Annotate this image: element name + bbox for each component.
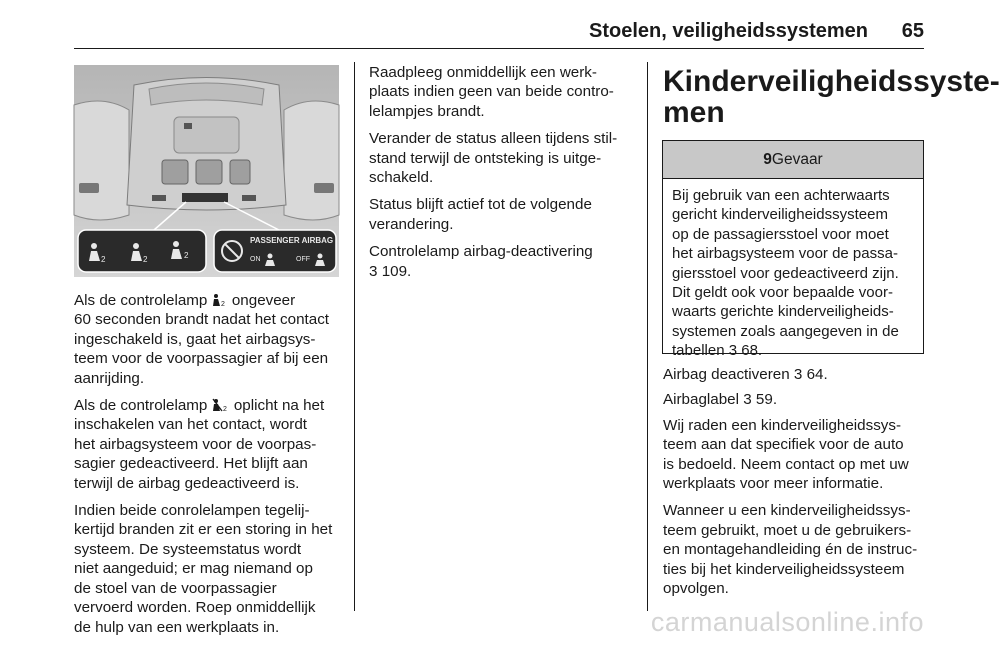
- column-divider-right: [647, 62, 648, 611]
- heading-line: Kinderveiligheidssyste-: [663, 65, 1000, 98]
- overhead-console-illustration: [74, 65, 339, 277]
- text-line: Als de controlelamp: [74, 397, 208, 415]
- paragraph-indicator-reference: [369, 242, 641, 281]
- text-line: Als de controlelamp: [74, 292, 208, 309]
- paragraph-consult-workshop: [369, 63, 641, 121]
- airbag-seat-icon: [212, 293, 228, 308]
- paragraph-fault: [74, 501, 346, 637]
- reference-airbag-deactivate: [663, 365, 928, 384]
- text-line: kertijd branden zit er een storing in het: [74, 521, 333, 539]
- text-line: de stoel van de voorpassagier: [74, 579, 277, 597]
- svg-text:2: 2: [184, 251, 189, 260]
- watermark: carmanualsonline.info: [650, 607, 924, 637]
- warning-body: [663, 179, 923, 361]
- text-line: Wanneer u een kinderveiligheidssys-: [663, 502, 911, 520]
- warning-header: [663, 141, 923, 179]
- text-line: Raadpleeg onmiddellijk een werk-: [369, 64, 597, 81]
- text-line: 60 seconden brandt nadat het contact: [74, 311, 330, 329]
- text-line: gericht kinderveiligheidssysteem: [672, 206, 888, 224]
- paragraph-change-status: [369, 129, 641, 187]
- text-line: op de passagiersstoel voor moet: [672, 225, 889, 243]
- page-number: 65: [901, 20, 924, 42]
- section-heading: [663, 66, 1000, 128]
- text-line: Controlelamp airbag-deactivering: [369, 243, 593, 261]
- text-line: Verander de status alleen tijdens stil-: [369, 130, 618, 148]
- text-line: opvolgen.: [663, 580, 729, 598]
- heading-line: men: [663, 96, 725, 129]
- header-rule: [74, 48, 924, 49]
- text-line: de hulp van een werkplaats in.: [74, 618, 280, 636]
- overhead-console-figure: [74, 65, 339, 277]
- text-line: teem aan dat specifiek voor de auto: [663, 436, 904, 454]
- middle-column-text: [369, 63, 641, 289]
- text-line: Dit geldt ook voor bepaalde voor-: [672, 284, 893, 302]
- text-line: tabellen: [672, 342, 725, 360]
- text-line: het airbagsysteem voor de voorpas-: [74, 435, 317, 453]
- column-divider-left: [354, 62, 355, 611]
- running-header-title: Stoelen, veiligheidssystemen: [589, 20, 868, 42]
- text-line: plaats indien geen van beide contro-: [369, 83, 614, 101]
- text-line: ongeveer: [231, 292, 296, 309]
- text-line: inschakelen van het contact, wordt: [74, 416, 308, 434]
- text-line: Bij gebruik van een achterwaarts: [672, 187, 890, 204]
- paragraph-airbag-on: [74, 291, 346, 388]
- text-line: vervoerd worden. Roep onmiddellijk: [74, 599, 316, 617]
- airbag-off-label: OFF: [296, 256, 310, 263]
- text-line: waarts gerichte kinderveiligheids-: [672, 303, 894, 321]
- svg-text:2: 2: [143, 255, 148, 264]
- text-line: systeem. De systeemstatus wordt: [74, 540, 302, 558]
- text-line: oplicht na het: [233, 397, 325, 415]
- danger-warning-box: [662, 140, 924, 360]
- page-ref-link-59[interactable]: 59.: [755, 391, 778, 409]
- svg-text:2: 2: [222, 406, 227, 414]
- text-line: ties bij het kinderveiligheidssysteem: [663, 560, 905, 578]
- page-ref-arrow-icon: 3: [793, 366, 803, 383]
- text-line: teem gebruikt, moet u de gebruikers-: [663, 521, 912, 539]
- svg-text:2: 2: [101, 255, 106, 264]
- page-ref-arrow-icon: 3: [743, 391, 752, 409]
- text-line: ingeschakeld is, gaat het airbagsys-: [74, 330, 316, 348]
- svg-text:2: 2: [220, 301, 225, 308]
- paragraph-airbag-off: [74, 396, 346, 493]
- text-line: Status blijft actief tot de volgende: [369, 196, 592, 214]
- reference-airbag-label: [663, 390, 928, 409]
- text-line: stand terwijl de ontsteking is uitge-: [369, 149, 602, 167]
- text-line: niet aangeduid; er mag niemand op: [74, 560, 313, 578]
- text-line: giersstoel voor gedeactiveerd zijn.: [672, 264, 899, 282]
- text-line: het airbagsysteem voor de passa-: [672, 245, 898, 263]
- page-ref-arrow-icon: 3: [369, 262, 378, 280]
- warning-title: Gevaar: [771, 150, 823, 168]
- text-line: Airbaglabel: [663, 391, 739, 409]
- page-ref-link-109[interactable]: 109.: [381, 262, 412, 280]
- text-line: schakeld.: [369, 169, 434, 187]
- text-line: sagier gedeactiveerd. Het blijft aan: [74, 455, 308, 473]
- paragraph-status-remains: [369, 195, 641, 234]
- page-ref-link-68[interactable]: 68.: [741, 342, 763, 360]
- text-line: Airbag deactiveren: [663, 366, 790, 383]
- text-line: lelampjes brandt.: [369, 102, 485, 120]
- paragraph-recommendation: [663, 416, 928, 494]
- text-line: systemen zoals aangegeven in de: [672, 322, 899, 340]
- airbag-off-seat-icon: [212, 398, 230, 413]
- text-line: teem voor de voorpassagier af bij een: [74, 350, 329, 368]
- text-line: is bedoeld. Neem contact op met uw: [663, 455, 909, 473]
- airbag-on-label: ON: [250, 256, 261, 263]
- passenger-airbag-label: PASSENGER AIRBAG: [250, 236, 334, 245]
- left-column-text: [74, 291, 346, 645]
- page-ref-arrow-icon: 3: [728, 342, 738, 360]
- text-line: Indien beide conrolelampen tegelij-: [74, 502, 310, 520]
- right-column-text: [663, 365, 928, 606]
- text-line: werkplaats voor meer informatie.: [663, 475, 884, 493]
- page-ref-link-64[interactable]: 64.: [806, 366, 828, 383]
- warning-triangle-icon: 9: [763, 150, 772, 168]
- text-line: terwijl de airbag gedeactiveerd is.: [74, 474, 300, 492]
- text-line: aanrijding.: [74, 369, 145, 387]
- text-line: en montagehandleiding én de instruc-: [663, 541, 918, 559]
- text-line: verandering.: [369, 215, 454, 233]
- paragraph-instructions: [663, 501, 928, 598]
- text-line: Wij raden een kinderveiligheidssys-: [663, 416, 902, 434]
